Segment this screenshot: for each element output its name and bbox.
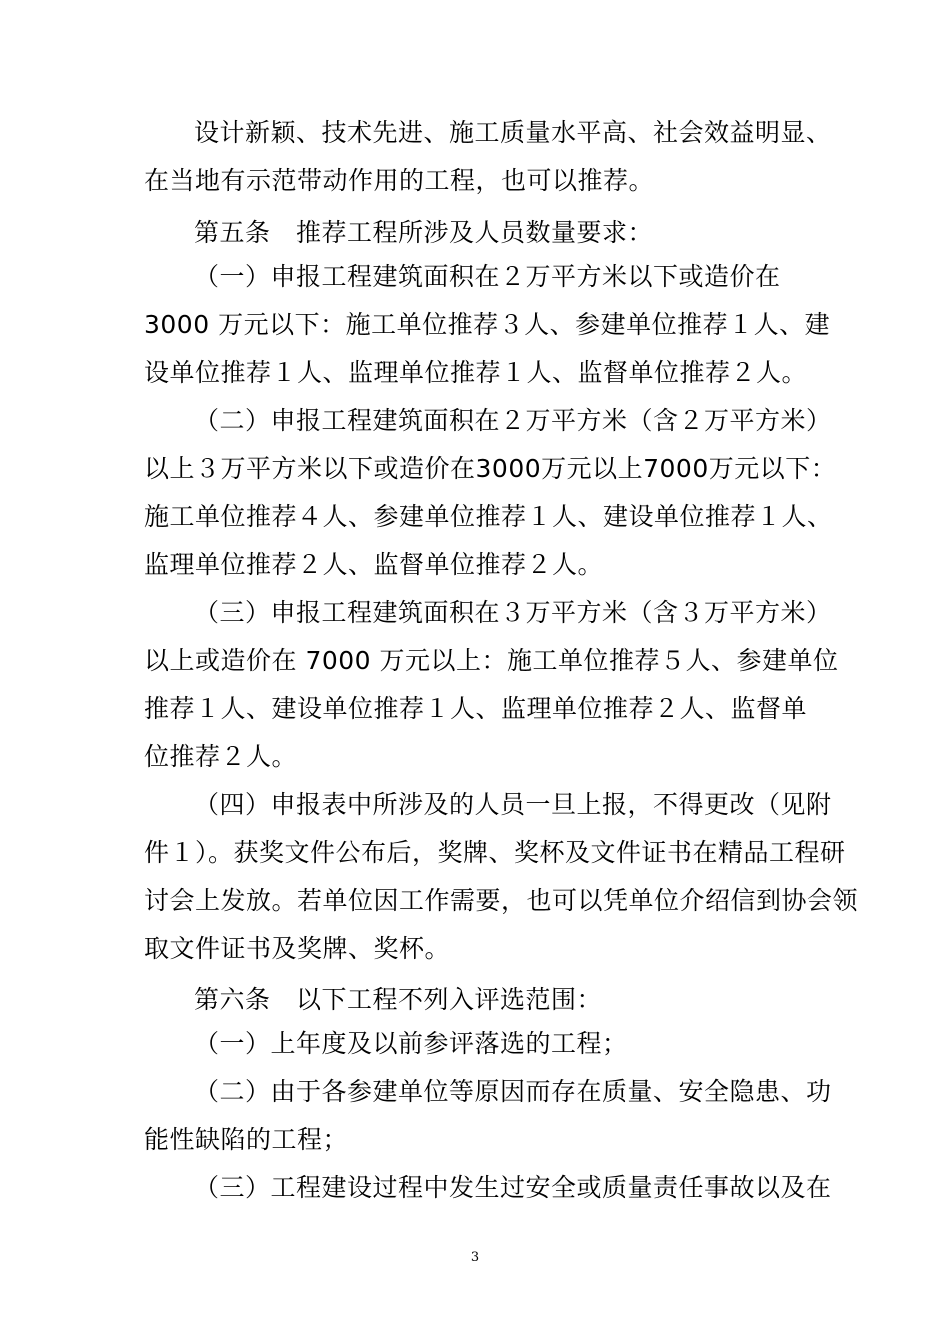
body-text-line: 取文件证书及奖牌、奖杯。 bbox=[144, 934, 451, 963]
body-text-line: 3000 万元以下：施工单位推荐３人、参建单位推荐１人、建 bbox=[144, 310, 831, 339]
body-text-line: 设计新颖、技术先进、施工质量水平高、社会效益明显、 bbox=[194, 118, 832, 147]
article-heading-6: 第六条 以下工程不列入评选范围： bbox=[194, 985, 603, 1014]
body-text-line: 能性缺陷的工程； bbox=[144, 1125, 349, 1154]
body-text-line: （三）申报工程建筑面积在３万平方米（含３万平方米） bbox=[194, 598, 832, 627]
body-text-line: 以上或造价在 7000 万元以上：施工单位推荐５人、参建单位 bbox=[144, 646, 839, 675]
body-text-line: 施工单位推荐４人、参建单位推荐１人、建设单位推荐１人、 bbox=[144, 502, 833, 531]
body-text-line: （一）上年度及以前参评落选的工程； bbox=[194, 1029, 628, 1058]
body-text-line: 设单位推荐１人、监理单位推荐１人、监督单位推荐２人。 bbox=[144, 358, 808, 387]
page-number: 3 bbox=[470, 1250, 480, 1265]
body-text-line: （三）工程建设过程中发生过安全或质量责任事故以及在 bbox=[194, 1173, 832, 1202]
body-text-line: 位推荐２人。 bbox=[144, 742, 298, 771]
body-text-line: 推荐１人、建设单位推荐１人、监理单位推荐２人、监督单 bbox=[144, 694, 808, 723]
body-text-line: 以上３万平方米以下或造价在3000万元以上7000万元以下： bbox=[144, 454, 837, 483]
body-text-line: （二）由于各参建单位等原因而存在质量、安全隐患、功 bbox=[194, 1077, 832, 1106]
body-text-line: （二）申报工程建筑面积在２万平方米（含２万平方米） bbox=[194, 406, 832, 435]
article-heading-5: 第五条 推荐工程所涉及人员数量要求： bbox=[194, 218, 654, 247]
body-text-line: 监理单位推荐２人、监督单位推荐２人。 bbox=[144, 550, 604, 579]
body-text-line: 件１）。获奖文件公布后，奖牌、奖杯及文件证书在精品工程研 bbox=[144, 838, 846, 867]
body-text-line: （四）申报表中所涉及的人员一旦上报，不得更改（见附 bbox=[194, 790, 832, 819]
body-text-line: 讨会上发放。若单位因工作需要，也可以凭单位介绍信到协会领 bbox=[144, 886, 859, 915]
body-text-line: （一）申报工程建筑面积在２万平方米以下或造价在 bbox=[194, 262, 781, 291]
body-text-line: 在当地有示范带动作用的工程，也可以推荐。 bbox=[144, 166, 655, 195]
